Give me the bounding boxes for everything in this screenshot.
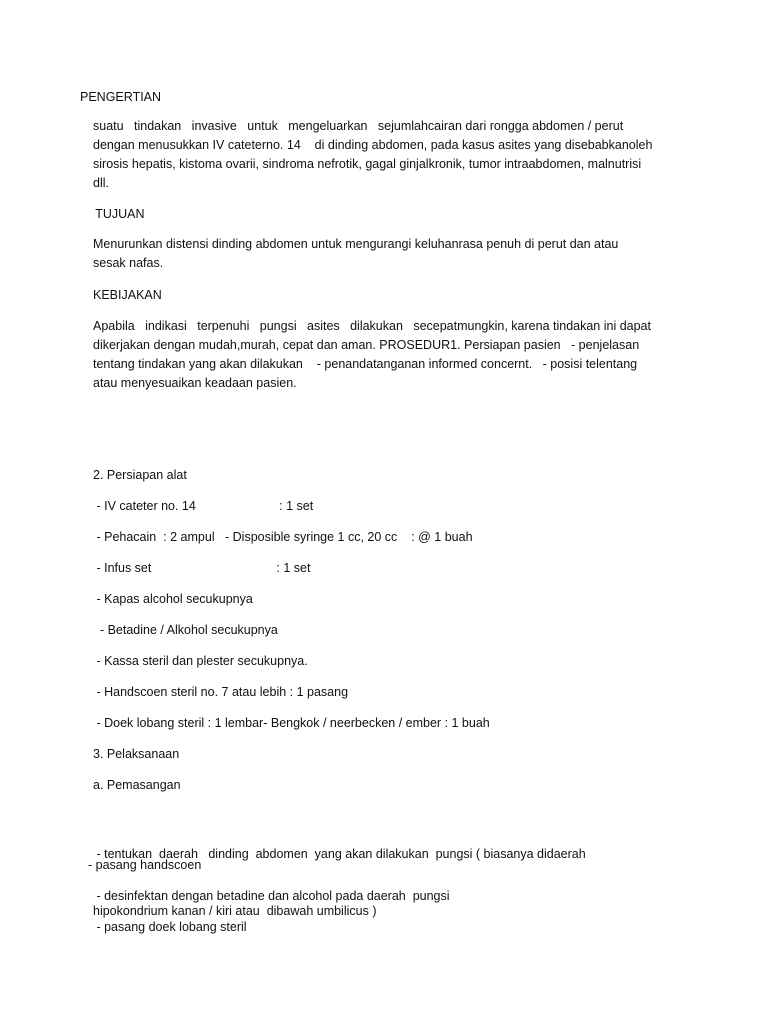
text-line: dll. bbox=[93, 176, 109, 190]
text-line: - tentukan daerah dinding abdomen yang akan dilakukan pungsi ( biasanya didaerah bbox=[93, 847, 586, 861]
text-line: suatu tindakan invasive untuk mengeluarkan sejumlahcairan dari rongga abdomen / perut bbox=[93, 119, 624, 133]
list-item: - Betadine / Alkohol secukupnya bbox=[93, 623, 278, 637]
heading-pemasangan: a. Pemasangan bbox=[93, 778, 181, 792]
list-item: - Infus set : 1 set bbox=[93, 561, 311, 575]
heading-tujuan: TUJUAN bbox=[92, 207, 145, 221]
text-line: Menurunkan distensi dinding abdomen untuk mengurangi keluhanrasa penuh di perut dan atau bbox=[93, 237, 619, 251]
list-item: - Kapas alcohol secukupnya bbox=[93, 592, 253, 606]
paragraph-pengertian bbox=[93, 117, 683, 193]
text-line: dikerjakan dengan mudah,murah, cepat dan aman. PROSEDUR1. Persiapan pasien - penjelasan bbox=[93, 338, 640, 352]
list-item: - Pehacain : 2 ampul - Disposible syringe 1 cc, 20 cc : @ 1 buah bbox=[93, 530, 473, 544]
step-pasang-handscoen: - pasang handscoen bbox=[88, 858, 202, 872]
text-line: tentang tindakan yang akan dilakukan - penandatanganan informed concernt. - posisi telentang bbox=[93, 357, 638, 371]
text-line: hipokondrium kanan / kiri atau dibawah umbilicus ) bbox=[93, 904, 377, 918]
step-pasang-doek: - pasang doek lobang steril bbox=[93, 920, 247, 934]
list-item: - Handscoen steril no. 7 atau lebih : 1 pasang bbox=[93, 685, 349, 699]
list-item: - Doek lobang steril : 1 lembar- Bengkok / neerbecken / ember : 1 buah bbox=[93, 716, 490, 730]
text-line: dengan menusukkan IV cateterno. 14 di dinding abdomen, pada kasus asites yang disebabkanoleh bbox=[93, 138, 653, 152]
heading-persiapan-alat: 2. Persiapan alat bbox=[93, 468, 187, 482]
text-line: sesak nafas. bbox=[93, 256, 164, 270]
step-desinfektan: - desinfektan dengan betadine dan alcohol pada daerah pungsi bbox=[93, 889, 450, 903]
text-line: atau menyesuaikan keadaan pasien. bbox=[93, 376, 297, 390]
heading-pengertian: PENGERTIAN bbox=[80, 90, 162, 104]
list-item: - IV cateter no. 14 : 1 set bbox=[93, 499, 314, 513]
list-item: - Kassa steril dan plester secukupnya. bbox=[93, 654, 308, 668]
text-line: sirosis hepatis, kistoma ovarii, sindroma nefrotik, gagal ginjalkronik, tumor intraabdomen, malnutrisi bbox=[93, 157, 642, 171]
heading-kebijakan: KEBIJAKAN bbox=[93, 288, 162, 302]
paragraph-kebijakan bbox=[93, 317, 683, 393]
heading-pelaksanaan: 3. Pelaksanaan bbox=[93, 747, 180, 761]
paragraph-tujuan bbox=[93, 235, 683, 273]
text-line: Apabila indikasi terpenuhi pungsi asites dilakukan secepatmungkin, karena tindakan ini dapat bbox=[93, 319, 651, 333]
